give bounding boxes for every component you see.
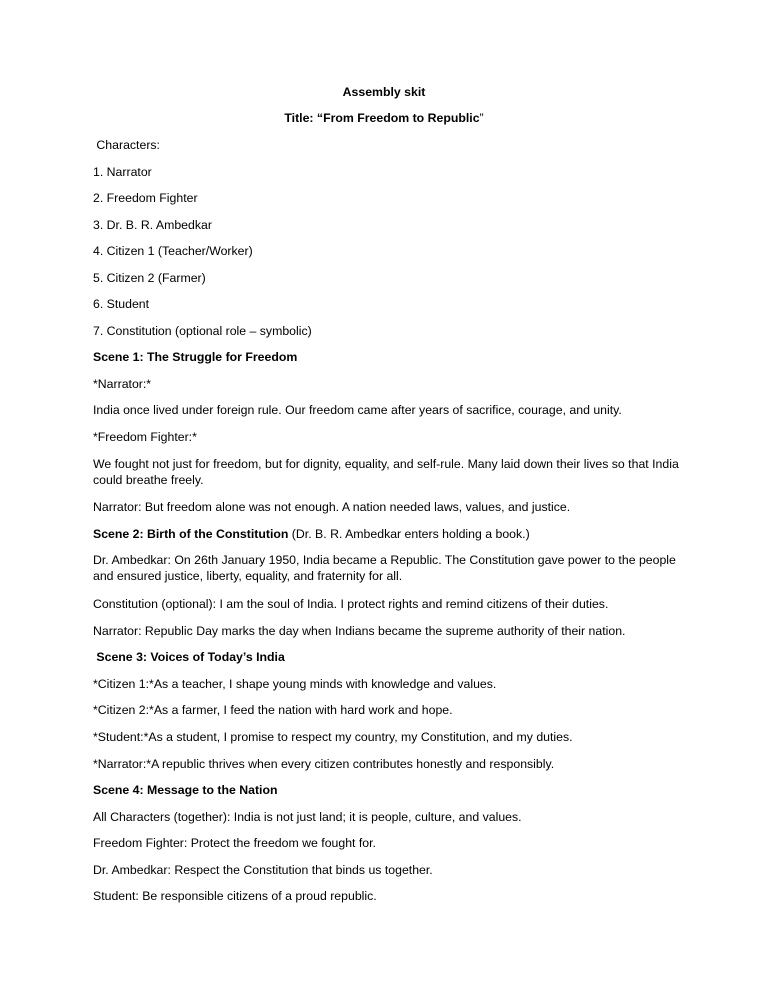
scene1-fighter-line: We fought not just for freedom, but for dignity, equality, and self-rule. Many laid down their lives so that India could breathe freely. xyxy=(93,457,679,487)
doc-heading: Assembly skit xyxy=(342,85,426,99)
scene4-ambedkar-line: Dr. Ambedkar: Respect the Constitution that binds us together. xyxy=(93,863,433,877)
scene1-fighter-label: *Freedom Fighter:* xyxy=(93,430,197,444)
scene4-fighter-line: Freedom Fighter: Protect the freedom we fought for. xyxy=(93,836,376,850)
scene2-narrator-line: Narrator: Republic Day marks the day when Indians became the supreme authority of their nation. xyxy=(93,624,626,638)
scene3-citizen1-line: *Citizen 1:*As a teacher, I shape young minds with knowledge and values. xyxy=(93,677,497,691)
scene1-narrator-line2: Narrator: But freedom alone was not enough. A nation needed laws, values, and justice. xyxy=(93,500,571,514)
scene1-narrator-line: India once lived under foreign rule. Our freedom came after years of sacrifice, courage, and unity. xyxy=(93,403,622,417)
scene2-stage-direction: (Dr. B. R. Ambedkar enters holding a book.) xyxy=(288,527,530,541)
scene1-narrator-label: *Narrator:* xyxy=(93,377,152,391)
scene3-citizen2-line: *Citizen 2:*As a farmer, I feed the nation with hard work and hope. xyxy=(93,703,453,717)
scene3-heading: Scene 3: Voices of Today’s India xyxy=(93,650,285,664)
scene3-narrator-line: *Narrator:*A republic thrives when every citizen contributes honestly and responsibly. xyxy=(93,757,555,771)
character-item: 7. Constitution (optional role – symbolic) xyxy=(93,324,312,338)
character-item: 6. Student xyxy=(93,297,150,311)
doc-title-text: Title: “From Freedom to Republic xyxy=(284,111,480,125)
scene2-heading: Scene 2: Birth of the Constitution xyxy=(93,527,289,541)
scene2-constitution-line: Constitution (optional): I am the soul of India. I protect rights and remind citizens of their duties. xyxy=(93,597,609,611)
scene2-ambedkar-line: Dr. Ambedkar: On 26th January 1950, India became a Republic. The Constitution gave power to the people and ensured justice, liberty, equality, and fraternity for all. xyxy=(93,553,676,583)
characters-label: Characters: xyxy=(93,138,160,152)
doc-title xyxy=(0,110,768,126)
character-item: 3. Dr. B. R. Ambedkar xyxy=(93,218,212,232)
character-item: 4. Citizen 1 (Teacher/Worker) xyxy=(93,244,253,258)
scene1-heading: Scene 1: The Struggle for Freedom xyxy=(93,350,298,364)
character-item: 2. Freedom Fighter xyxy=(93,191,198,205)
scene4-all-line: All Characters (together): India is not just land; it is people, culture, and values. xyxy=(93,810,522,824)
scene3-student-line: *Student:*As a student, I promise to respect my country, my Constitution, and my duties. xyxy=(93,730,573,744)
scene4-heading: Scene 4: Message to the Nation xyxy=(93,783,278,797)
character-item: 1. Narrator xyxy=(93,165,152,179)
scene2-heading-line xyxy=(93,526,693,542)
scene4-student-line: Student: Be responsible citizens of a proud republic. xyxy=(93,889,377,903)
doc-title-end: ” xyxy=(479,111,484,125)
character-item: 5. Citizen 2 (Farmer) xyxy=(93,271,206,285)
